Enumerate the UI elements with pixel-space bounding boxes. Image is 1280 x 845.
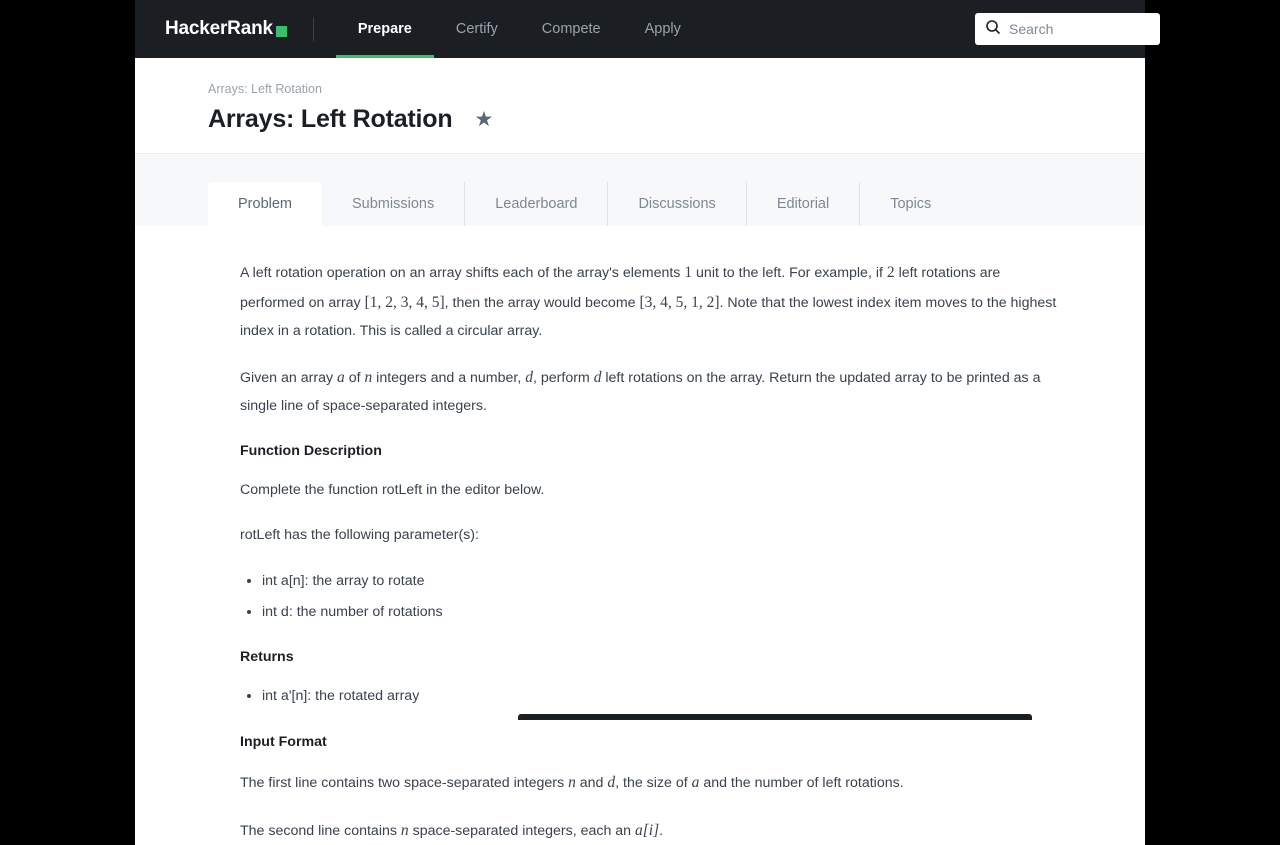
browser-viewport [135,0,1145,839]
problem-statement [135,226,1145,845]
text-fragment: left rotations are performed on array [240,265,1001,311]
search-icon [985,19,1001,40]
tab-problem[interactable]: Problem [208,182,322,226]
text-fragment: space-separated integers, each an [408,822,636,839]
search-input[interactable] [1009,21,1150,37]
math-array: [3, 4, 5, 1, 2] [639,293,720,311]
paragraph-input-first-line [240,768,1065,798]
math-variable: d [525,368,533,386]
nav-links [336,0,703,58]
paragraph-parameters-intro: rotLeft has the following parameter(s): [240,527,479,544]
heading-function-description: Function Description [240,442,382,459]
text-fragment: . Note that the lowest index item moves to the highest index in a rotation. This is called a circular array. [240,294,1057,339]
paragraph-task [240,363,1065,420]
text-fragment: integers and a number, [372,369,526,386]
math-variable: n [364,368,373,386]
search-box[interactable] [975,13,1160,45]
text-fragment: unit to the left. For example, if [692,265,887,281]
text-fragment: The second line contains [240,822,401,839]
text-fragment: and the number of left rotations. [699,774,904,791]
nav-link-certify[interactable]: Certify [455,21,498,37]
math-variable: n [400,821,409,839]
math-variable: d [593,368,602,386]
text-fragment: Given an array [240,369,337,386]
tab-leaderboard[interactable]: Leaderboard [465,182,608,226]
text-fragment: of [344,369,365,386]
nav-link-prepare[interactable]: Prepare [336,0,434,58]
list-item: • int d: the number of rotations [262,599,1065,626]
logo-square-icon [276,26,287,37]
nav-divider [313,17,314,41]
text-fragment: The first line contains two space-separated integers [240,774,569,791]
text-fragment: left rotations on the array. Return the updated array to be printed as a single line of space-separated integers. [240,369,1041,414]
math-variable: a [691,773,700,791]
text-fragment: , perform [532,369,594,386]
page-header [135,58,1145,154]
text-fragment: A left rotation operation on an array shifts each of the array's elements [240,265,685,281]
math-array: [1, 2, 3, 4, 5] [364,293,445,311]
math-variable: a[i] [635,821,660,839]
math-variable: n [568,773,576,791]
breadcrumb[interactable]: Arrays: Left Rotation [208,82,322,96]
math-number: 2 [886,264,895,281]
top-navigation-bar [135,0,1145,58]
list-item: • int a'[n]: the rotated array [262,683,1065,710]
paragraph-rotation-description [240,258,1065,345]
nav-link-apply[interactable]: Apply [644,21,681,37]
tab-submissions[interactable]: Submissions [322,182,465,226]
math-variable: a [337,368,345,386]
tab-topics[interactable]: Topics [890,196,932,212]
tab-discussions[interactable]: Discussions [608,182,746,226]
heading-returns: Returns [240,649,294,666]
title-row [208,105,1145,134]
list-parameters [262,568,1065,627]
hackerrank-logo[interactable] [165,18,287,40]
paragraph-function-description: Complete the function rotLeft in the editor below. [240,482,545,499]
list-item: • int a[n]: the array to rotate [262,568,1065,595]
text-fragment: and [575,774,608,791]
nav-link-compete[interactable]: Compete [541,21,601,37]
text-fragment: , then the array would become [444,294,640,311]
math-number: 1 [684,264,693,281]
text-fragment: . [659,822,664,839]
text-fragment: , the size of [615,774,692,791]
math-variable: d [607,773,616,791]
tabs [208,182,1145,226]
bottom-editor-bar[interactable] [518,714,1032,720]
page-title: Arrays: Left Rotation [208,105,453,133]
tab-editorial[interactable]: Editorial [747,182,860,226]
list-returns [262,683,1065,710]
tabs-container [135,154,1145,226]
heading-input-format: Input Format [240,733,327,750]
logo-text: HackerRank [165,18,273,39]
paragraph-input-second-line [240,816,1065,845]
star-icon[interactable]: ★ [474,108,494,131]
